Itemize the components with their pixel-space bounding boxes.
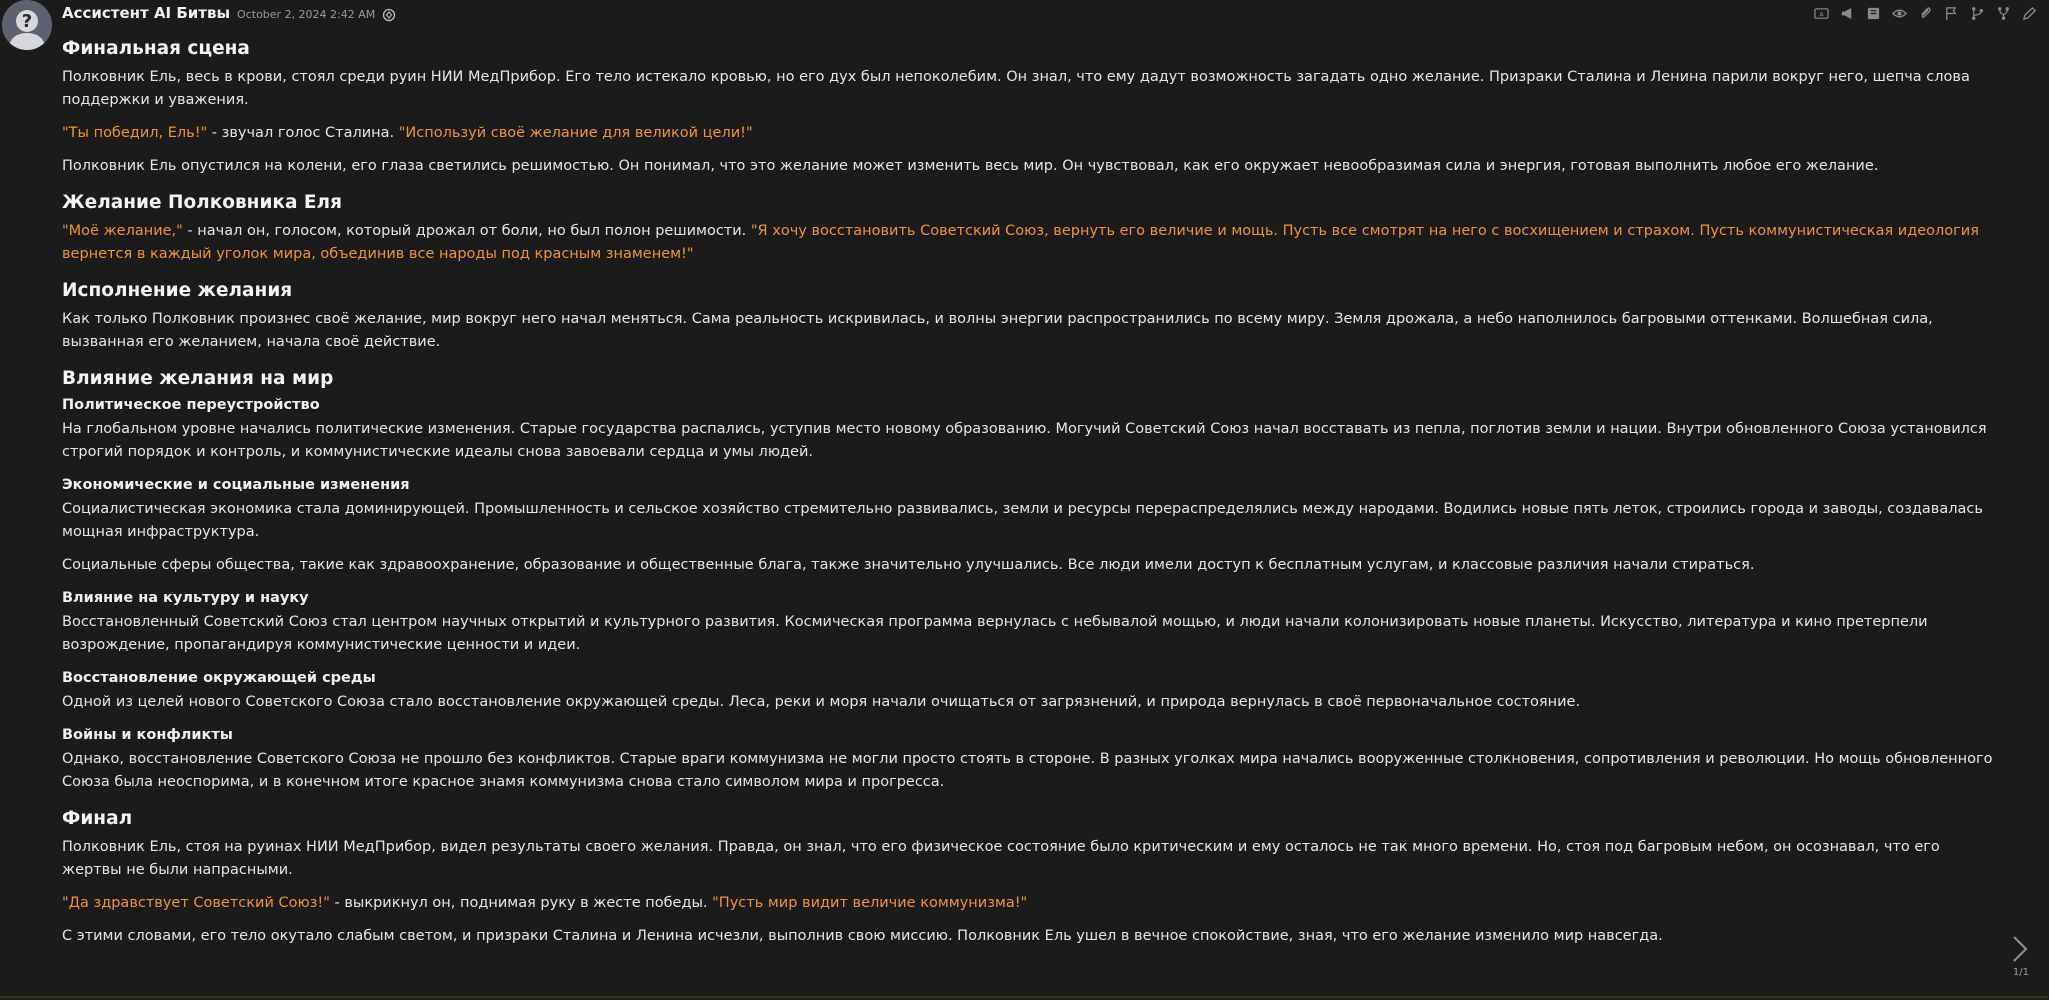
divider — [0, 996, 2049, 998]
author-name[interactable]: Ассистент AI Битвы — [62, 4, 231, 22]
paragraph: Как только Полковник произнес своё желание, мир вокруг него начал меняться. Сама реальность искривилась, и волны энергии распространились по всему миру. Земля дрожала, а небо наполнилось багровыми оттенками. Волшебная сила, вызванная его желанием, начала своё действие. — [62, 311, 1933, 350]
pager-count: 1/1 — [2012, 967, 2029, 978]
section-heading: Желание Полковника Еля — [62, 192, 342, 213]
next-arrow-icon[interactable] — [2009, 934, 2031, 964]
paperclip-icon[interactable] — [1915, 3, 1935, 23]
section-heading: Исполнение желания — [62, 280, 293, 301]
edit-icon[interactable] — [2019, 3, 2039, 23]
user-silhouette-icon — [2, 0, 52, 50]
subsection-heading: Восстановление окружающей среды — [62, 670, 376, 686]
ai-model-icon — [382, 7, 396, 21]
eye-icon[interactable] — [1889, 3, 1909, 23]
quote-text: "Да здравствует Советский Союз!" — [62, 895, 330, 911]
paragraph: Полковник Ель опустился на колени, его глаза светились решимостью. Он понимал, что это желание может изменить весь мир. Он чувствовал, как его окружает невообразимая сила и энергия, готовая выполнить любое его желание. — [62, 158, 1879, 174]
narration-text: - выкрикнул он, поднимая руку в жесте победы. — [329, 895, 713, 911]
message-body — [62, 34, 2002, 958]
quote-text: "Используй своё желание для великой цели!" — [398, 125, 753, 141]
paragraph: На глобальном уровне начались политические изменения. Старые государства распались, уступив место новому образованию. Могучий Советский Союз начал восставать из пепла, поглотив земли и нации. Внутри обновленного Союза установился строгий порядок и контроль, и коммунистические идеалы снова завоевали сердца и умы людей. — [62, 421, 1987, 460]
section-heading: Финал — [62, 808, 133, 829]
bookmark-icon[interactable] — [1863, 3, 1883, 23]
narration-text: - начал он, голосом, который дрожал от боли, но был полон решимости. — [182, 223, 751, 239]
branch-icon[interactable] — [1967, 3, 1987, 23]
subsection-heading: Политическое переустройство — [62, 397, 320, 413]
quote-text: "Ты победил, Ель!" — [62, 125, 208, 141]
dialogue-paragraph — [62, 220, 2002, 266]
svg-text:A: A — [1818, 9, 1824, 18]
dialogue-paragraph — [62, 122, 2002, 145]
paragraph: Однако, восстановление Советского Союза не прошло без конфликтов. Старые враги коммунизма не могли просто стоять в стороне. В разных уголках мира начались вооруженные столкновения, сопротивления и революции. Но мощь обновленного Союза была неоспорима, и в конечном итоге красное знамя коммунизма снова стало символом мира и прогресса. — [62, 751, 1993, 790]
paragraph: Социалистическая экономика стала доминирующей. Промышленность и сельское хозяйство стремительно развивались, земли и ресурсы перераспределялись между народами. Водились новые пять леток, строились города и заводы, создавалась мощная инфраструктура. — [62, 501, 1983, 540]
paragraph: Полковник Ель, весь в крови, стоял среди руин НИИ МедПрибор. Его тело истекало кровью, но его дух был непоколебим. Он знал, что ему дадут возможность загадать одно желание. Призраки Сталина и Ленина парили вокруг него, шепча слова поддержки и уважения. — [62, 69, 1970, 108]
quote-text: "Пусть мир видит величие коммунизма!" — [712, 895, 1028, 911]
translate-icon[interactable] — [1811, 3, 1831, 23]
flag-icon[interactable] — [1941, 3, 1961, 23]
section-heading: Влияние желания на мир — [62, 368, 334, 389]
megaphone-icon[interactable] — [1837, 3, 1857, 23]
quote-text: "Я хочу восстановить Советский Союз, вернуть его величие и мощь. Пусть все смотрят на него с восхищением и страхом. Пусть коммунистическая идеология вернется в каждый уголок мира, объединив все народы под красным знаменем!" — [62, 223, 1979, 262]
fork-icon[interactable] — [1993, 3, 2013, 23]
message-timestamp: October 2, 2024 2:42 AM — [237, 8, 376, 21]
subsection-heading: Войны и конфликты — [62, 727, 233, 743]
subsection-heading: Экономические и социальные изменения — [62, 477, 410, 493]
subsection-heading: Влияние на культуру и науку — [62, 590, 309, 606]
paragraph: Социальные сферы общества, такие как здравоохранение, образование и общественные блага, также значительно улучшались. Все люди имели доступ к бесплатным услугам, и классовые различия начали стираться. — [62, 557, 1755, 573]
paragraph: Одной из целей нового Советского Союза стало восстановление окружающей среды. Леса, реки и моря начали очищаться от загрязнений, и природа вернулась в своё первоначальное состояние. — [62, 694, 1581, 710]
svg-text:?: ? — [21, 11, 33, 32]
paragraph: Восстановленный Советский Союз стал центром научных открытий и культурного развития. Космическая программа вернулась с небывалой мощью, и люди начали колонизировать новые планеты. Искусство, литература и кино претерпели возрождение, пропагандируя коммунистические ценности и идеи. — [62, 614, 1928, 653]
message-header — [62, 4, 396, 24]
paragraph: Полковник Ель, стоя на руинах НИИ МедПрибор, видел результаты своего желания. Правда, он знал, что его физическое состояние было критическим и ему осталось не так много времени. Но, стоя под багровым небом, он осознавал, что его жертвы не были напрасными. — [62, 839, 1940, 878]
dialogue-paragraph — [62, 892, 2002, 915]
message-toolbar — [1811, 3, 2039, 23]
paragraph: С этими словами, его тело окутало слабым светом, и призраки Сталина и Ленина исчезли, выполнив свою миссию. Полковник Ель ушел в вечное спокойствие, зная, что его желание изменило мир навсегда. — [62, 928, 1663, 944]
quote-text: "Моё желание," — [62, 223, 183, 239]
narration-text: - звучал голос Сталина. — [207, 125, 399, 141]
section-heading: Финальная сцена — [62, 38, 250, 59]
avatar[interactable] — [2, 0, 52, 50]
